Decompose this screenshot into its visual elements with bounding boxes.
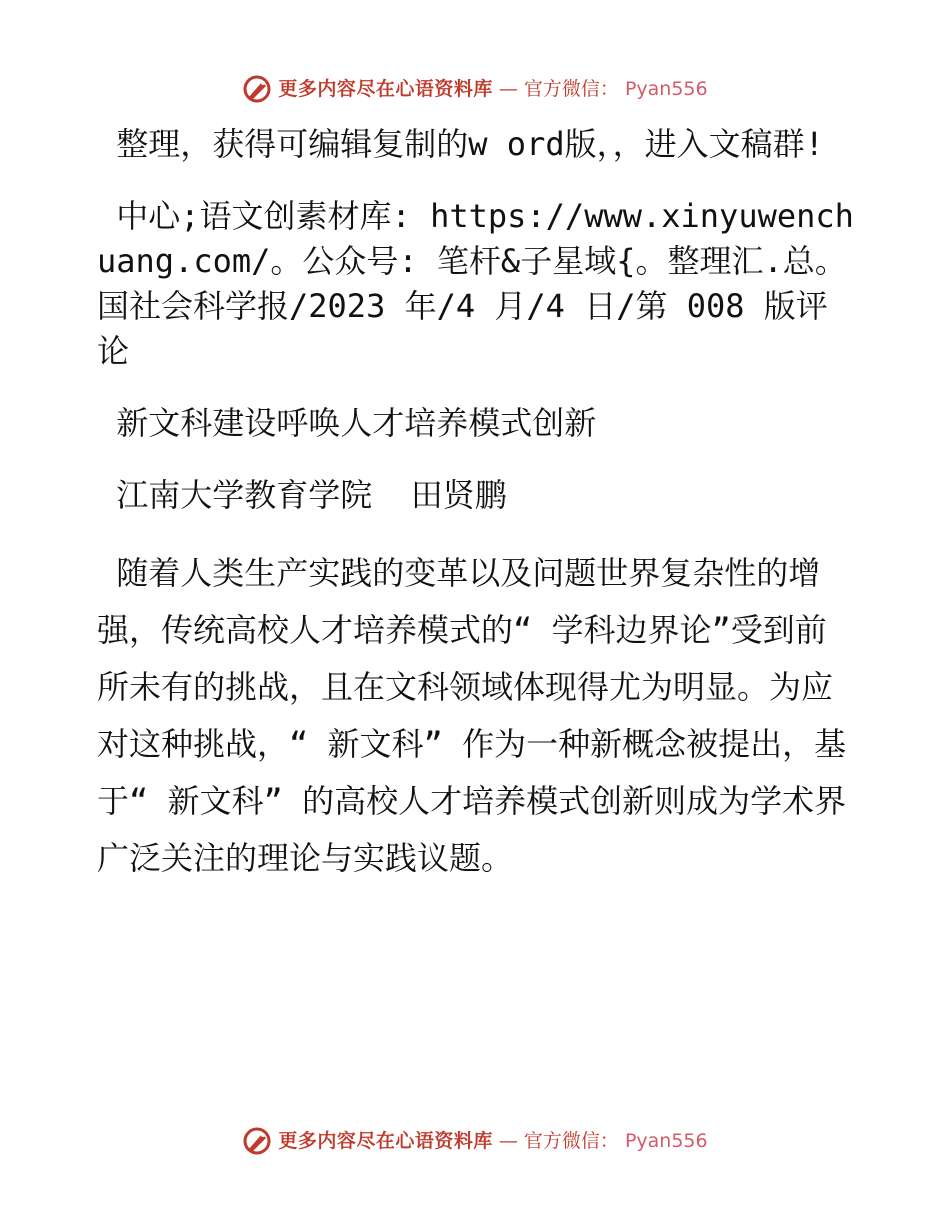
pen-nib-logo-icon	[242, 1126, 272, 1156]
footer-banner	[0, 1126, 950, 1156]
article-author: 江南大学教育学院 田贤鹏	[97, 476, 507, 514]
banner-separator: —	[498, 1130, 518, 1152]
intro-paragraph: 整理，获得可编辑复制的w ord版，，进入文稿群!	[97, 125, 824, 163]
banner-main-text: 更多内容尽在心语资料库	[278, 78, 493, 100]
pen-nib-logo-icon	[242, 74, 272, 104]
article-body: 随着人类生产实践的变革以及问题世界复杂性的增强，传统高校人才培养模式的“ 学科边界论”受到前所未有的挑战，且在文科领域体现得尤为明显。为应对这种挑战，“ 新文科” 作为一种新概念被提出，基于“ 新文科” 的高校人才培养模式创新则成为学术界广泛关注的理论与实践议题。	[97, 554, 847, 877]
banner-separator: —	[498, 78, 518, 100]
banner-label: 官方微信：	[523, 1130, 619, 1152]
article-title: 新文科建设呼唤人才培养模式创新	[97, 404, 597, 442]
banner-wechat-id: Pyan556	[624, 1130, 708, 1152]
banner-main-text: 更多内容尽在心语资料库	[278, 1130, 493, 1152]
banner-label: 官方微信：	[523, 78, 619, 100]
header-banner	[0, 74, 950, 104]
banner-wechat-id: Pyan556	[624, 78, 708, 100]
document-content	[97, 122, 857, 914]
source-paragraph: 中心;语文创素材库: https://www.xinyuwenchuang.com/。公众号: 笔杆&子星域{。整理汇.总。国社会科学报/2023 年/4 月/4 日/第 008 版评论	[97, 197, 854, 370]
